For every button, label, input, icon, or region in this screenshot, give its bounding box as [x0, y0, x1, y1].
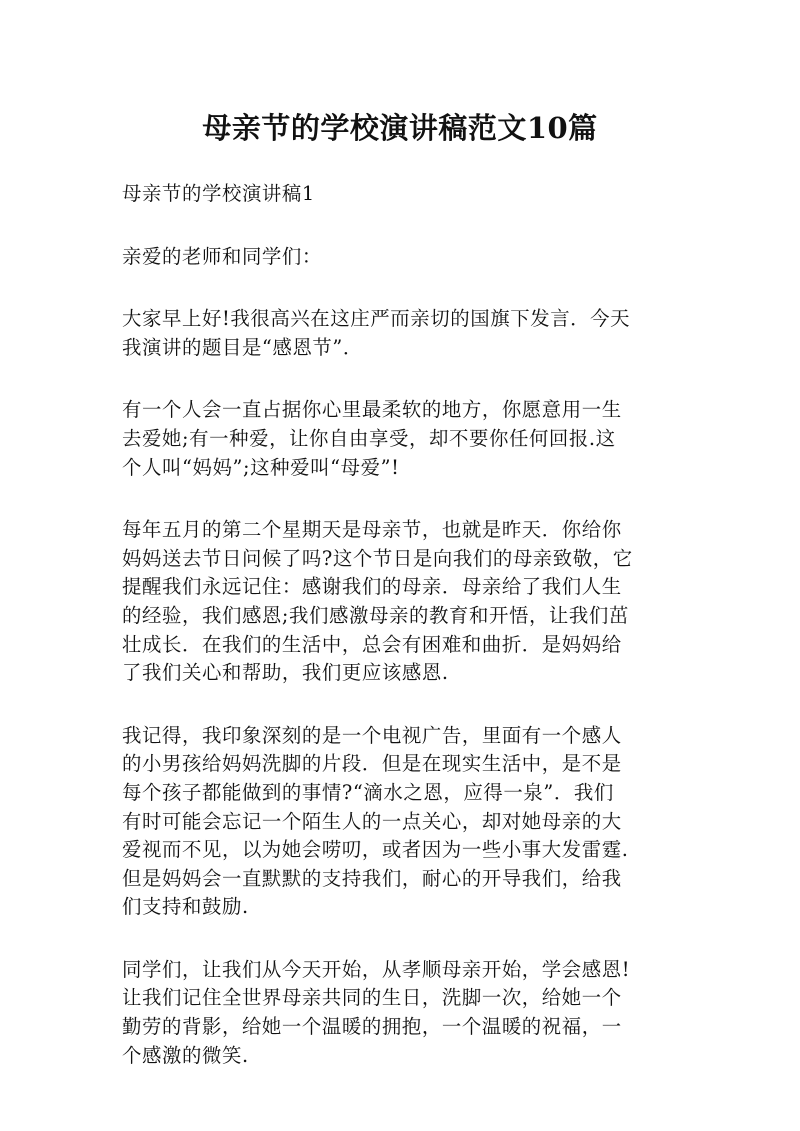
salutation: 亲爱的老师和同学们： [122, 244, 322, 268]
document-title: 母亲节的学校演讲稿范文10篇 [202, 111, 598, 145]
paragraph-greeting: 大家早上好!我很高兴在这庄严而亲切的国旗下发言．今天 我演讲的题目是“感恩节”． [122, 307, 631, 359]
speech-heading: 母亲节的学校演讲稿1 [122, 182, 315, 205]
paragraph-memory: 我记得，我印象深刻的是一个电视广告，里面有一个感人 的小男孩给妈妈洗脚的片段．但是在现实生活中，是不是 每个孩子都能做到的事情?“滴水之恩，应得一泉”．我们 有时可能会忘记一个陌生人的一点关心，却对她母亲的大 爱视而不见，以为她会唠叨，或者因为一些小事大发雷霆. 但是妈妈会一直默默的支持我们，耐心的开导我们，给我 们支持和鼓励. [122, 723, 629, 919]
document-body [122, 180, 682, 1104]
paragraph-mother-love: 有一个人会一直占据你心里最柔软的地方，你愿意用一生 去爱她;有一种爱，让你自由享受，却不要你任何回报.这 个人叫“妈妈”;这种爱叫“母爱”! [122, 398, 622, 479]
paragraph-call-to-action: 同学们，让我们从今天开始，从孝顺母亲开始，学会感恩! 让我们记住全世界母亲共同的生日，洗脚一次，给她一个 勤劳的背影，给她一个温暖的拥抱，一个温暖的祝福，一 个感激的微笑. [122, 957, 631, 1067]
paragraph-mothers-day: 每年五月的第二个星期天是母亲节，也就是昨天．你给你 妈妈送去节日问候了吗?这个节日是向我们的母亲致敬，它 提醒我们永远记住：感谢我们的母亲．母亲给了我们人生 的经验，我们感恩;我们感激母亲的教育和开悟，让我们茁 壮成长．在我们的生活中，总会有困难和曲折．是妈妈给 了我们关心和帮助，我们更应该感恩. [122, 518, 633, 685]
